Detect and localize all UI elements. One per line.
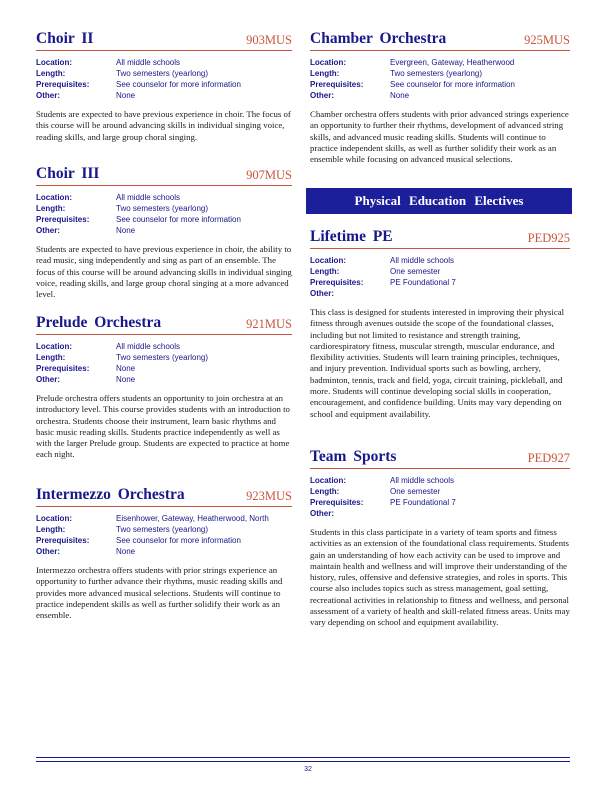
course-description: Students are expected to have previous experience in choir. The focus of this course will be around advancing skills in individual singing voice, reading skills, and large group choral singing. <box>36 109 291 142</box>
length-value: Two semesters (yearlong) <box>116 204 209 213</box>
length-label: Length: <box>36 353 66 362</box>
course-header <box>310 228 570 249</box>
prereq-value: See counselor for more information <box>116 80 241 89</box>
course-meta <box>36 341 292 385</box>
length-label: Length: <box>310 69 340 78</box>
course-description: Chamber orchestra offers students with prior advanced strings experience an opportunity to further their rhythms, development of advanced string skills, and advanced music reading skills. Students will continue to practice independent skills, as well as further solidify their work as an ensemble while focusing on advanced musical selections. <box>310 109 569 165</box>
course-header <box>36 30 292 51</box>
course-description: Students in this class participate in a variety of team sports and fitness activities as an extension of the foundational class requirements. Students gain an understanding of how each activity can be used to improve and maintain health and wellness and will improve their understanding of the history, rules, offensive and defensive strategies, and roles in sports. This course also includes topics such as stress management, goal setting, recreational activities in relationship to fitness and wellness, and personal assessment of a variety of health and skill-related fitness areas. Units may vary depending on school and equipment availability. <box>310 527 570 628</box>
location-value: Evergreen, Gateway, Heatherwood <box>390 58 515 67</box>
location-value: All middle schools <box>116 193 181 202</box>
location-label: Location: <box>310 58 346 67</box>
course-header <box>310 448 570 469</box>
course-title: Choir III <box>36 165 100 182</box>
other-value: None <box>390 91 410 100</box>
section-banner: Physical Education Electives <box>306 188 572 214</box>
course-description: Prelude orchestra offers students an opportunity to join orchestra at an introductory level. This course provides students with an introduction to orchestra. Students choose their instrument, learn basic rhythms and basic music reading skills. Students practice independently as well as with the larger Prelude group. Students are expected to practice at home each night. <box>36 393 290 460</box>
course-code: 921MUS <box>246 317 292 331</box>
length-label: Length: <box>310 267 340 276</box>
course-code: 907MUS <box>246 168 292 182</box>
course-description: This class is designed for students interested in improving their physical fitness through avenues outside the scope of the foundational classes, including but not limited to resistance and strength training, cardiorespiratory fitness, muscular strength, muscular endurance, and flexibility activities. Students will learn training principles, techniques, and injury prevention. Individual sports such as bowling, archery, badminton, tennis, track and field, yoga, circuit training, pickleball, and more. Students will continue developing social skills in cooperation, encouragement, and confidence building. Units may vary depending on school and equipment availability. <box>310 307 565 419</box>
course-title: Choir II <box>36 30 94 47</box>
course-header <box>36 314 292 335</box>
course-meta <box>36 513 292 557</box>
course-team-sports <box>310 448 570 629</box>
course-meta <box>36 57 292 101</box>
prereq-label: Prerequisites: <box>36 215 90 224</box>
page-number: 32 <box>304 766 312 773</box>
length-value: One semester <box>390 267 441 276</box>
right-column <box>310 30 570 629</box>
other-label: Other: <box>310 91 334 100</box>
location-label: Location: <box>36 514 72 523</box>
course-code: 903MUS <box>246 33 292 47</box>
course-choir-iii <box>36 165 292 314</box>
other-label: Other: <box>310 289 334 298</box>
footer-rule-thin <box>36 761 570 762</box>
course-lifetime-pe <box>310 228 570 448</box>
prereq-value: PE Foundational 7 <box>390 498 456 507</box>
prereq-label: Prerequisites: <box>310 80 364 89</box>
other-label: Other: <box>36 547 60 556</box>
prereq-value: See counselor for more information <box>116 215 241 224</box>
prereq-value: PE Foundational 7 <box>390 278 456 287</box>
course-code: PED927 <box>527 451 570 465</box>
prereq-label: Prerequisites: <box>36 536 90 545</box>
course-meta <box>310 57 570 101</box>
location-value: All middle schools <box>116 58 181 67</box>
course-code: 923MUS <box>246 489 292 503</box>
length-label: Length: <box>36 204 66 213</box>
location-label: Location: <box>310 256 346 265</box>
course-meta <box>310 255 570 299</box>
other-value: None <box>116 547 136 556</box>
course-title: Chamber Orchestra <box>310 30 447 47</box>
course-choir-ii <box>36 30 292 165</box>
location-label: Location: <box>310 476 346 485</box>
location-label: Location: <box>36 342 72 351</box>
course-prelude-orchestra <box>36 314 292 486</box>
course-code: PED925 <box>527 231 570 245</box>
prereq-value: See counselor for more information <box>390 80 515 89</box>
course-chamber-orchestra <box>310 30 570 178</box>
length-value: Two semesters (yearlong) <box>390 69 483 78</box>
location-value: Eisenhower, Gateway, Heatherwood, North <box>116 514 269 523</box>
prereq-value: See counselor for more information <box>116 536 241 545</box>
other-label: Other: <box>310 509 334 518</box>
length-label: Length: <box>36 69 66 78</box>
location-label: Location: <box>36 193 72 202</box>
course-code: 925MUS <box>524 33 570 47</box>
other-label: Other: <box>36 226 60 235</box>
other-value: None <box>116 375 136 384</box>
prereq-label: Prerequisites: <box>36 364 90 373</box>
length-value: One semester <box>390 487 441 496</box>
length-label: Length: <box>310 487 340 496</box>
prereq-label: Prerequisites: <box>36 80 90 89</box>
location-value: All middle schools <box>116 342 181 351</box>
course-header <box>36 486 292 507</box>
length-value: Two semesters (yearlong) <box>116 353 209 362</box>
course-meta <box>310 475 570 519</box>
course-intermezzo-orchestra <box>36 486 292 621</box>
course-title: Intermezzo Orchestra <box>36 486 185 503</box>
location-value: All middle schools <box>390 476 455 485</box>
course-title: Prelude Orchestra <box>36 314 162 331</box>
other-value: None <box>116 91 136 100</box>
prereq-label: Prerequisites: <box>310 278 364 287</box>
course-header <box>36 165 292 186</box>
other-label: Other: <box>36 375 60 384</box>
other-label: Other: <box>36 91 60 100</box>
length-value: Two semesters (yearlong) <box>116 525 209 534</box>
course-description: Students are expected to have previous experience in choir, the ability to read music, sing independently and sing as part of an ensemble. The focus of this course will be around advancing skills in individual singing voice, reading skills, and large group choral singing at a more advanced level. <box>36 244 292 300</box>
length-label: Length: <box>36 525 66 534</box>
course-title: Team Sports <box>310 448 397 465</box>
location-value: All middle schools <box>390 256 455 265</box>
other-value: None <box>116 226 136 235</box>
course-meta <box>36 192 292 236</box>
course-description: Intermezzo orchestra offers students with prior strings experience an opportunity to further advance their rhythms, music reading skills and provides more advanced musical selections. Students will continue to practice independent skills as well as further solidify their work as an ensemble. <box>36 565 283 621</box>
length-value: Two semesters (yearlong) <box>116 69 209 78</box>
course-header <box>310 30 570 51</box>
prereq-value: None <box>116 364 136 373</box>
footer-rule <box>36 757 570 758</box>
left-column <box>36 30 292 621</box>
course-title: Lifetime PE <box>310 228 393 245</box>
location-label: Location: <box>36 58 72 67</box>
prereq-label: Prerequisites: <box>310 498 364 507</box>
